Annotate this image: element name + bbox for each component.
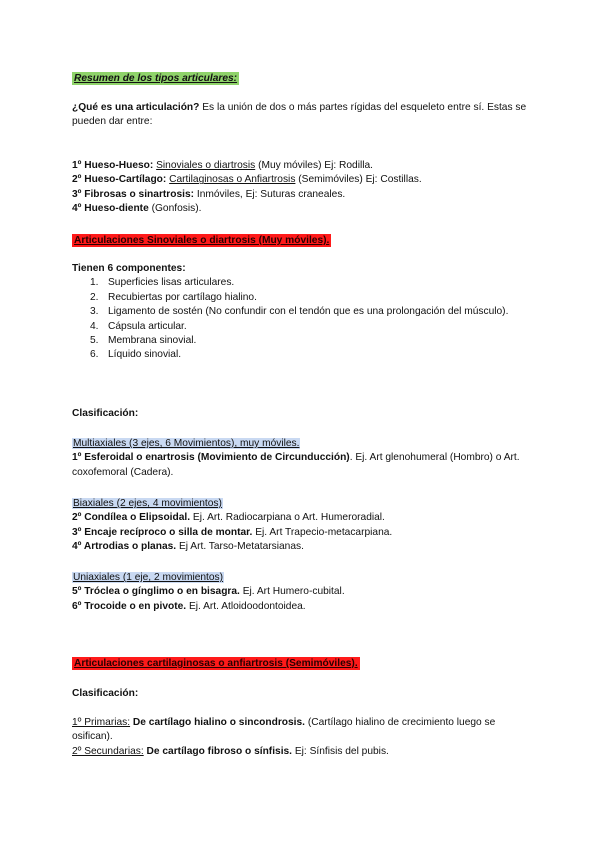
multiaxial-group xyxy=(72,437,542,480)
component-item xyxy=(72,276,542,290)
cartilaginous-classification-block xyxy=(72,687,542,701)
cartilaginous-item-label: 1º Primarias: xyxy=(72,717,131,728)
component-text: Ligamento de sostén (No confundir con el tendón que es una prolongación del músculo). xyxy=(108,306,509,318)
synovial-heading: Articulaciones Sinoviales o diartrosis (Muy móviles). xyxy=(74,235,330,246)
type-label: 2º Hueso-Cartílago: xyxy=(72,174,167,186)
cartilaginous-heading-block xyxy=(72,657,542,671)
synovial-classification-block xyxy=(72,407,542,421)
type-line xyxy=(72,188,542,202)
cartilaginous-items xyxy=(72,716,534,759)
group-item xyxy=(72,526,542,540)
group-item-bold: 4º Artrodias o planas. xyxy=(72,541,177,553)
group-title: Multiaxiales (3 ejes, 6 Movimientos), muy móviles. xyxy=(73,438,300,449)
cartilaginous-item-rest: Ej: Sínfisis del pubis. xyxy=(294,745,389,757)
summary-heading-block xyxy=(72,72,542,86)
component-number: 6. xyxy=(90,349,99,361)
type-line xyxy=(72,173,542,187)
component-item xyxy=(72,291,542,305)
group-title-line xyxy=(72,437,542,451)
intro-text: Es la unión de dos o más partes rígidas del esqueleto entre sí. Estas se pueden dar entre: xyxy=(72,102,527,128)
type-rest: (Gonfosis). xyxy=(151,203,202,215)
group-item-bold: 5º Tróclea o gínglimo o en bisagra. xyxy=(72,586,240,598)
components-block xyxy=(72,262,542,363)
component-number: 2. xyxy=(90,291,99,303)
group-item-bold: 2º Condílea o Elipsoidal. xyxy=(72,512,191,524)
group-item-rest: Ej. Art Humero-cubital. xyxy=(242,586,345,598)
type-rest: (Muy móviles) Ej: Rodilla. xyxy=(258,160,373,171)
group-item-rest: Ej. Art. Radiocarpiana o Art. Humeroradial. xyxy=(192,512,385,524)
type-label: 4º Hueso-diente xyxy=(72,203,149,215)
component-text: Cápsula articular. xyxy=(108,320,187,332)
group-item-rest: . Ej. Art glenohumeral (Hombro) o Art. coxofemoral (Cadera). xyxy=(72,452,520,478)
cartilaginous-item-label: 2º Secundarias: xyxy=(72,745,144,757)
cartilaginous-item-rest: (Cartílago hialino de crecimiento luego se osifican). xyxy=(72,717,496,743)
biaxial-group xyxy=(72,497,542,555)
group-item-rest: Ej Art. Tarso-Metatarsianas. xyxy=(178,541,304,553)
component-text: Superficies lisas articulares. xyxy=(108,277,235,289)
components-title: Tienen 6 componentes: xyxy=(72,263,186,274)
group-item xyxy=(72,585,542,599)
group-item-bold: 6º Trocoide o en pivote. xyxy=(72,600,187,612)
type-label: 1º Hueso-Hueso: xyxy=(72,160,154,171)
component-number: 4. xyxy=(90,320,99,332)
component-item xyxy=(72,334,542,348)
group-title-line xyxy=(72,497,542,511)
type-link: Sinoviales o diartrosis xyxy=(156,160,256,171)
group-item xyxy=(72,511,542,525)
group-item-bold: 3º Encaje recíproco o silla de montar. xyxy=(72,526,253,538)
cartilaginous-item xyxy=(72,716,534,745)
component-item xyxy=(72,320,542,334)
types-list xyxy=(72,159,542,217)
type-line xyxy=(72,202,542,216)
component-text: Líquido sinovial. xyxy=(108,349,182,361)
type-label: 3º Fibrosas o sinartrosis: xyxy=(72,188,195,200)
summary-heading: Resumen de los tipos articulares: xyxy=(74,73,238,84)
component-text: Membrana sinovial. xyxy=(108,335,197,347)
cartilaginous-heading: Articulaciones cartilaginosas o anfiartrosis (Semimóviles). xyxy=(74,658,358,669)
uniaxial-group xyxy=(72,571,542,614)
component-number: 5. xyxy=(90,335,99,347)
cartilaginous-item xyxy=(72,745,534,759)
component-item xyxy=(72,348,542,362)
group-title: Uniaxiales (1 eje, 2 movimientos) xyxy=(73,572,224,583)
group-item xyxy=(72,600,542,614)
synovial-classification-title: Clasificación: xyxy=(72,408,139,419)
component-number: 3. xyxy=(90,306,99,318)
type-rest: (Semimóviles) Ej: Costillas. xyxy=(298,174,422,186)
cartilaginous-classification-title: Clasificación: xyxy=(72,688,139,699)
group-title: Biaxiales (2 ejes, 4 movimientos) xyxy=(73,498,222,509)
cartilaginous-item-bold: De cartílago fibroso o sínfisis. xyxy=(146,745,293,757)
group-item-rest: Ej. Art Trapecio-metacarpiana. xyxy=(255,526,393,538)
group-item-bold: 1º Esferoidal o enartrosis (Movimiento de Circunducción) xyxy=(72,452,350,464)
intro-paragraph xyxy=(72,101,534,130)
group-item xyxy=(72,451,542,480)
components-list xyxy=(72,276,542,362)
component-item xyxy=(72,305,542,319)
component-number: 1. xyxy=(90,277,99,289)
group-title-line xyxy=(72,571,542,585)
synovial-heading-block xyxy=(72,234,542,248)
group-item-rest: Ej. Art. Atloidoodontoidea. xyxy=(188,600,306,612)
cartilaginous-item-bold: De cartílago hialino o sincondrosis. xyxy=(132,717,306,728)
type-line xyxy=(72,159,542,173)
component-text: Recubiertas por cartílago hialino. xyxy=(108,291,257,303)
type-link: Cartilaginosas o Anfiartrosis xyxy=(169,174,296,186)
intro-question: ¿Qué es una articulación? xyxy=(72,102,200,113)
type-rest: Inmóviles, Ej: Suturas craneales. xyxy=(196,188,346,200)
group-item xyxy=(72,540,542,554)
